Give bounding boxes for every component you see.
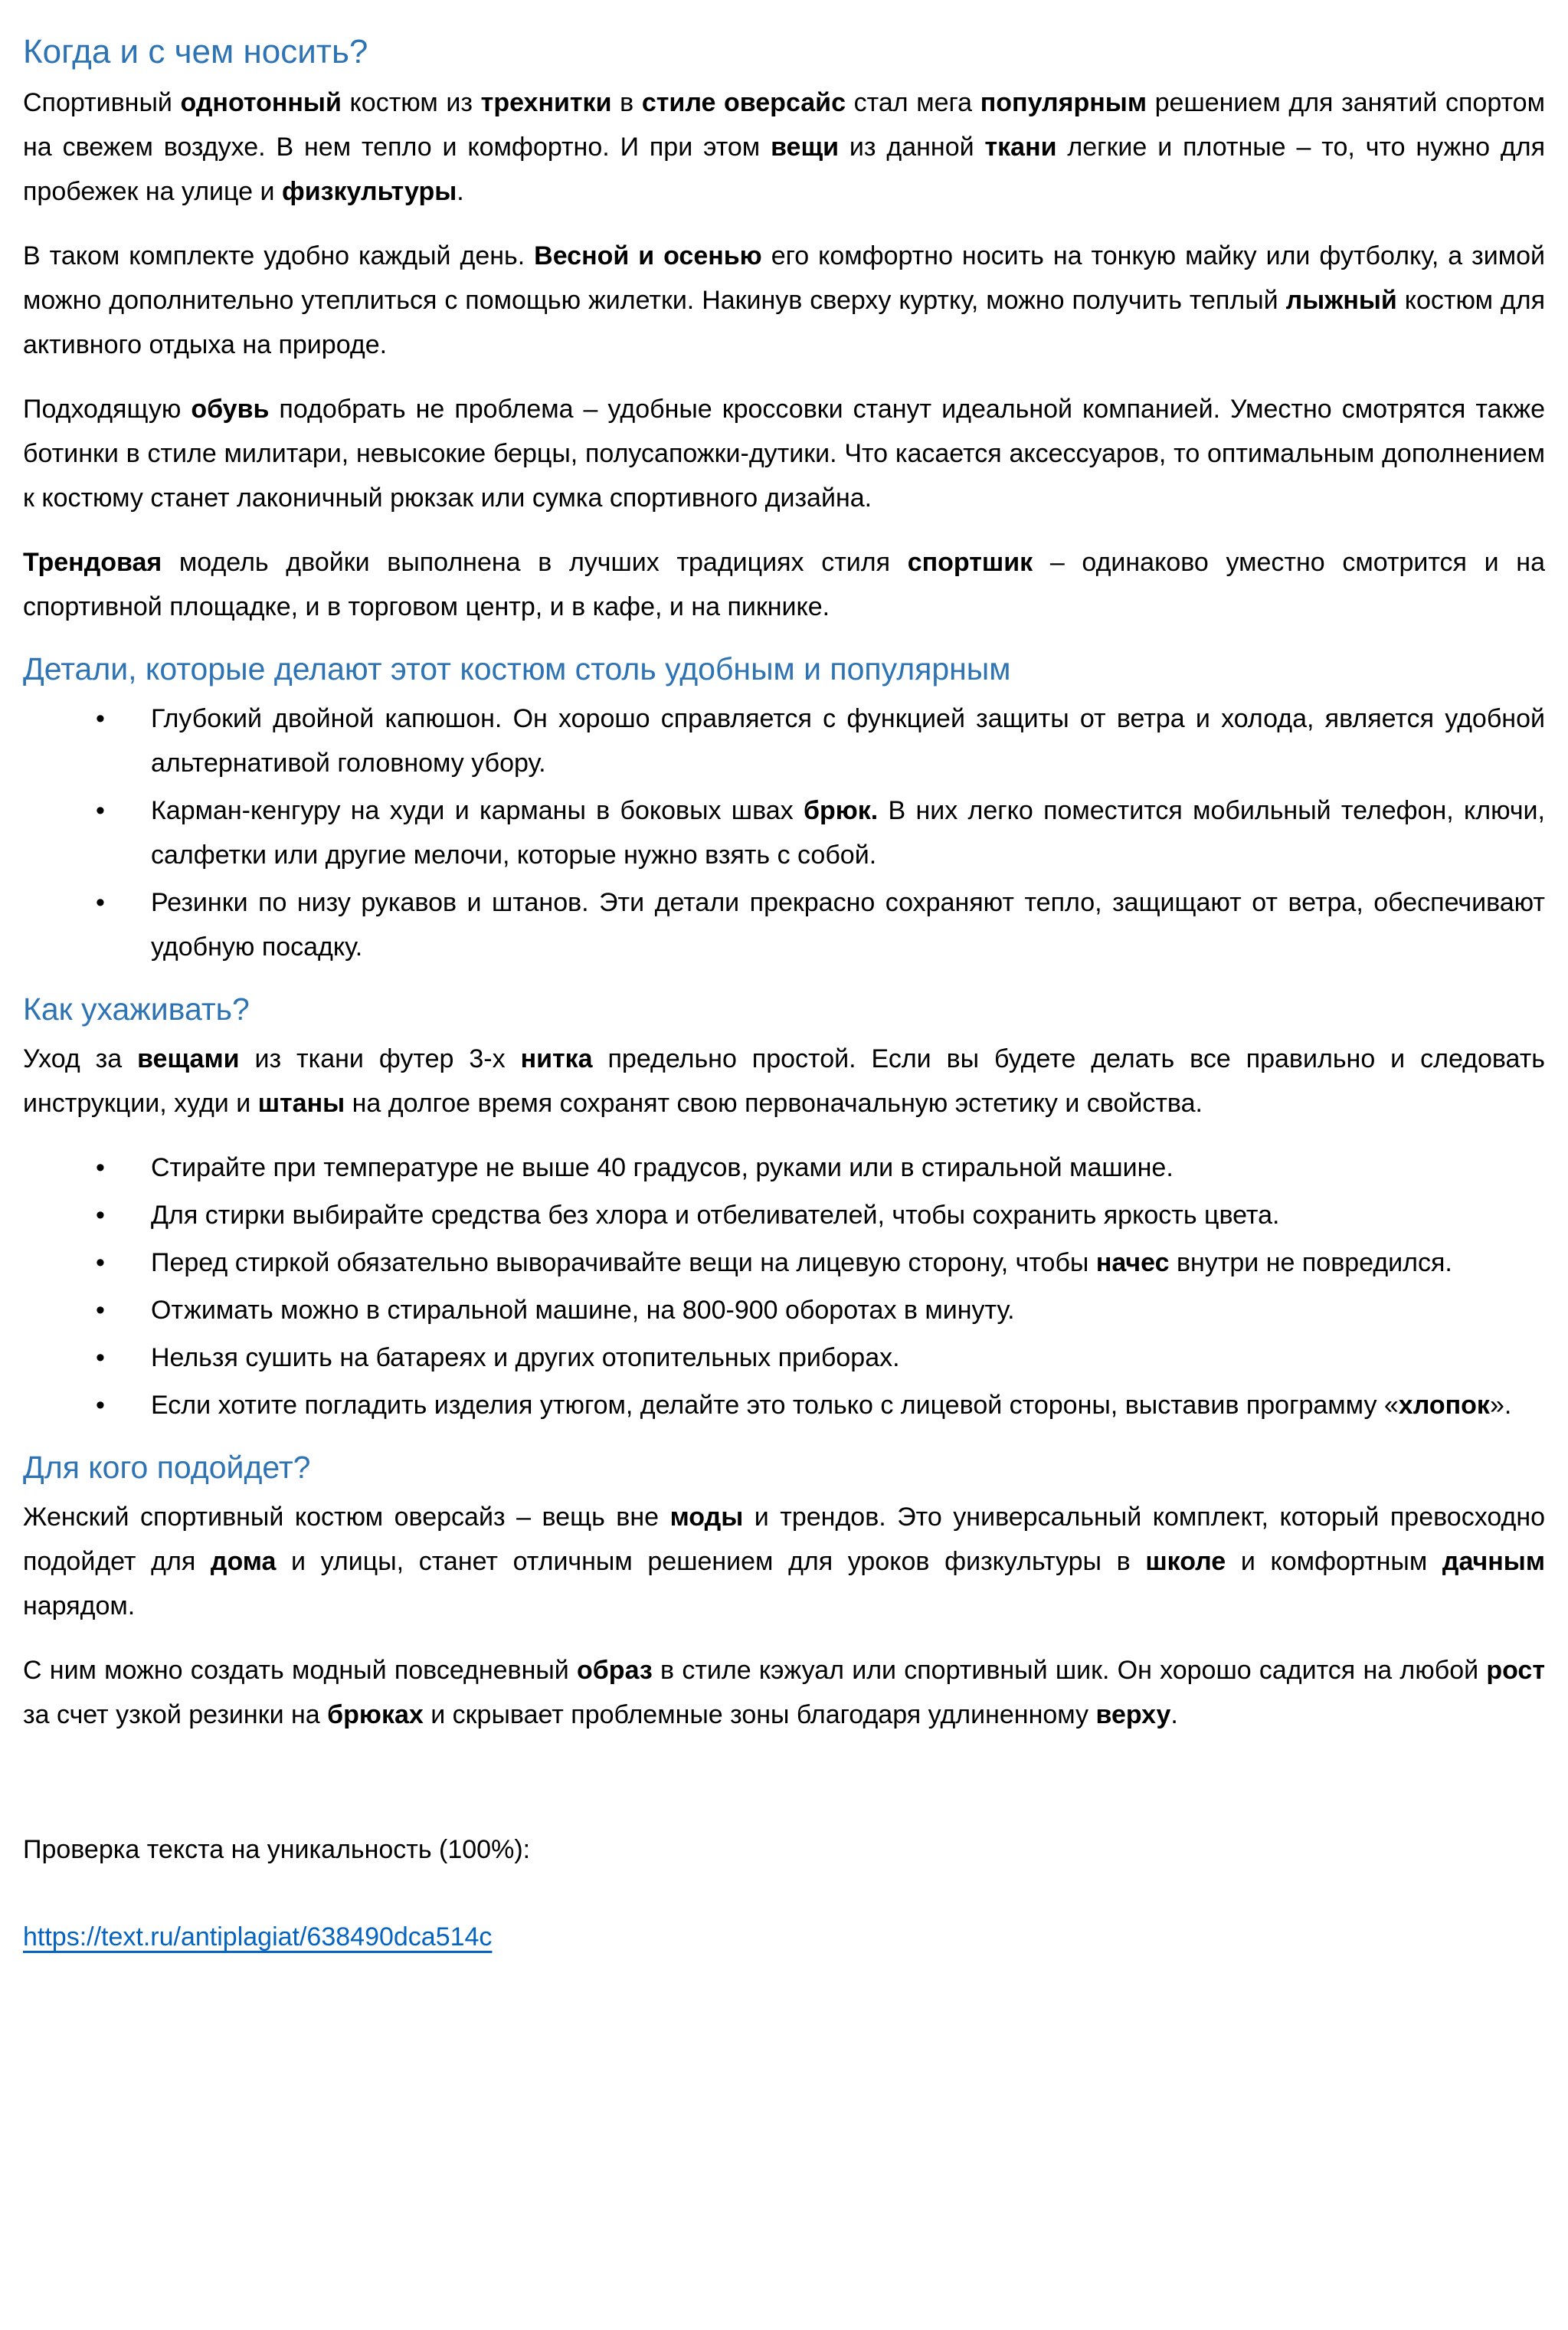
list-item	[23, 1240, 1545, 1285]
list-item-text: Глубокий двойной капюшон. Он хорошо справляется с функцией защиты от ветра и холода, является удобной альтернативой головному убору.	[151, 704, 1545, 778]
list-item	[23, 696, 1545, 785]
list-item	[23, 788, 1545, 877]
bullet-icon: •	[96, 1296, 105, 1325]
paragraph-who-style: С ним можно создать модный повседневный образ в стиле кэжуал или спортивный шик. Он хорошо садится на любой рост за счет узкой резинки на брюках и скрывает проблемные зоны благодаря удлиненному верху.	[23, 1656, 1545, 1729]
list-item	[23, 1145, 1545, 1190]
paragraph-suit-intro: Спортивный однотонный костюм из трехнитки в стиле оверсайс стал мега популярным решением для занятий спортом на свежем воздухе. В нем тепло и комфортно. И при этом вещи из данной ткани легкие и плотные – то, что нужно для пробежек на улице и физкультуры.	[23, 88, 1545, 206]
list-item	[23, 1288, 1545, 1332]
list-item-text: Резинки по низу рукавов и штанов. Эти детали прекрасно сохраняют тепло, защищают от ветра, обеспечивают удобную посадку.	[151, 888, 1545, 962]
list-item-text: Карман-кенгуру на худи и карманы в боковых швах брюк. В них легко поместится мобильный телефон, ключи, салфетки или другие мелочи, которые нужно взять с собой.	[151, 796, 1545, 870]
list-item-text: Для стирки выбирайте средства без хлора и отбеливателей, чтобы сохранить яркость цвета.	[151, 1201, 1280, 1230]
list-item-text: Нельзя сушить на батареях и других отопительных приборах.	[151, 1343, 900, 1372]
details-list	[23, 696, 1545, 969]
bullet-icon: •	[96, 704, 105, 733]
bullet-icon: •	[96, 1248, 105, 1277]
paragraph-care-intro: Уход за вещами из ткани футер 3-х нитка предельно простой. Если вы будете делать все правильно и следовать инструкции, худи и штаны на долгое время сохранят свою первоначальную эстетику и свойства.	[23, 1044, 1545, 1118]
list-item-text: Если хотите погладить изделия утюгом, делайте это только с лицевой стороны, выставив программу «хлопок».	[151, 1391, 1512, 1420]
list-item-text: Перед стиркой обязательно выворачивайте вещи на лицевую сторону, чтобы начес внутри не повредился.	[151, 1248, 1452, 1277]
paragraph-shoes-accessories: Подходящую обувь подобрать не проблема – удобные кроссовки станут идеальной компанией. Уместно смотрятся также ботинки в стиле милитари, невысокие берцы, полусапожки-дутики. Что касается аксессуаров, то оптимальным дополнением к костюму станет лаконичный рюкзак или сумка спортивного дизайна.	[23, 395, 1545, 513]
uniqueness-check-label: Проверка текста на уникальность (100%):	[23, 1835, 531, 1864]
list-item	[23, 1335, 1545, 1380]
heading-who-fits: Для кого подойдет?	[23, 1450, 311, 1485]
heading-care: Как ухаживать?	[23, 991, 250, 1027]
bullet-icon: •	[96, 1391, 105, 1420]
care-list	[23, 1145, 1545, 1427]
paragraph-trendy-model: Трендовая модель двойки выполнена в лучших традициях стиля спортшик – одинаково уместно смотрится и на спортивной площадке, и в торговом центр, и в кафе, и на пикнике.	[23, 548, 1545, 621]
list-item	[23, 1383, 1545, 1427]
antiplagiat-link[interactable]: https://text.ru/antiplagiat/638490dca514c	[23, 1922, 493, 1951]
heading-when-to-wear: Когда и с чем носить?	[23, 33, 368, 70]
paragraph-who-intro: Женский спортивный костюм оверсайз – вещь вне моды и трендов. Это универсальный комплект, который превосходно подойдет для дома и улицы, станет отличным решением для уроков физкультуры в школе и комфортным дачным нарядом.	[23, 1503, 1546, 1621]
bullet-icon: •	[96, 1201, 105, 1230]
bullet-icon: •	[96, 1153, 105, 1182]
paragraph-everyday-wear: В таком комплекте удобно каждый день. Весной и осенью его комфортно носить на тонкую майку или футболку, а зимой можно дополнительно утеплиться с помощью жилетки. Накинув сверху куртку, можно получить теплый лыжный костюм для активного отдыха на природе.	[23, 241, 1546, 359]
list-item-text: Отжимать можно в стиральной машине, на 800-900 оборотах в минуту.	[151, 1296, 1015, 1325]
bullet-icon: •	[96, 888, 105, 917]
heading-details: Детали, которые делают этот костюм столь удобным и популярным	[23, 651, 1011, 687]
list-item	[23, 880, 1545, 969]
bullet-icon: •	[96, 1343, 105, 1372]
list-item	[23, 1193, 1545, 1237]
bullet-icon: •	[96, 796, 105, 825]
list-item-text: Стирайте при температуре не выше 40 градусов, руками или в стиральной машине.	[151, 1153, 1174, 1182]
